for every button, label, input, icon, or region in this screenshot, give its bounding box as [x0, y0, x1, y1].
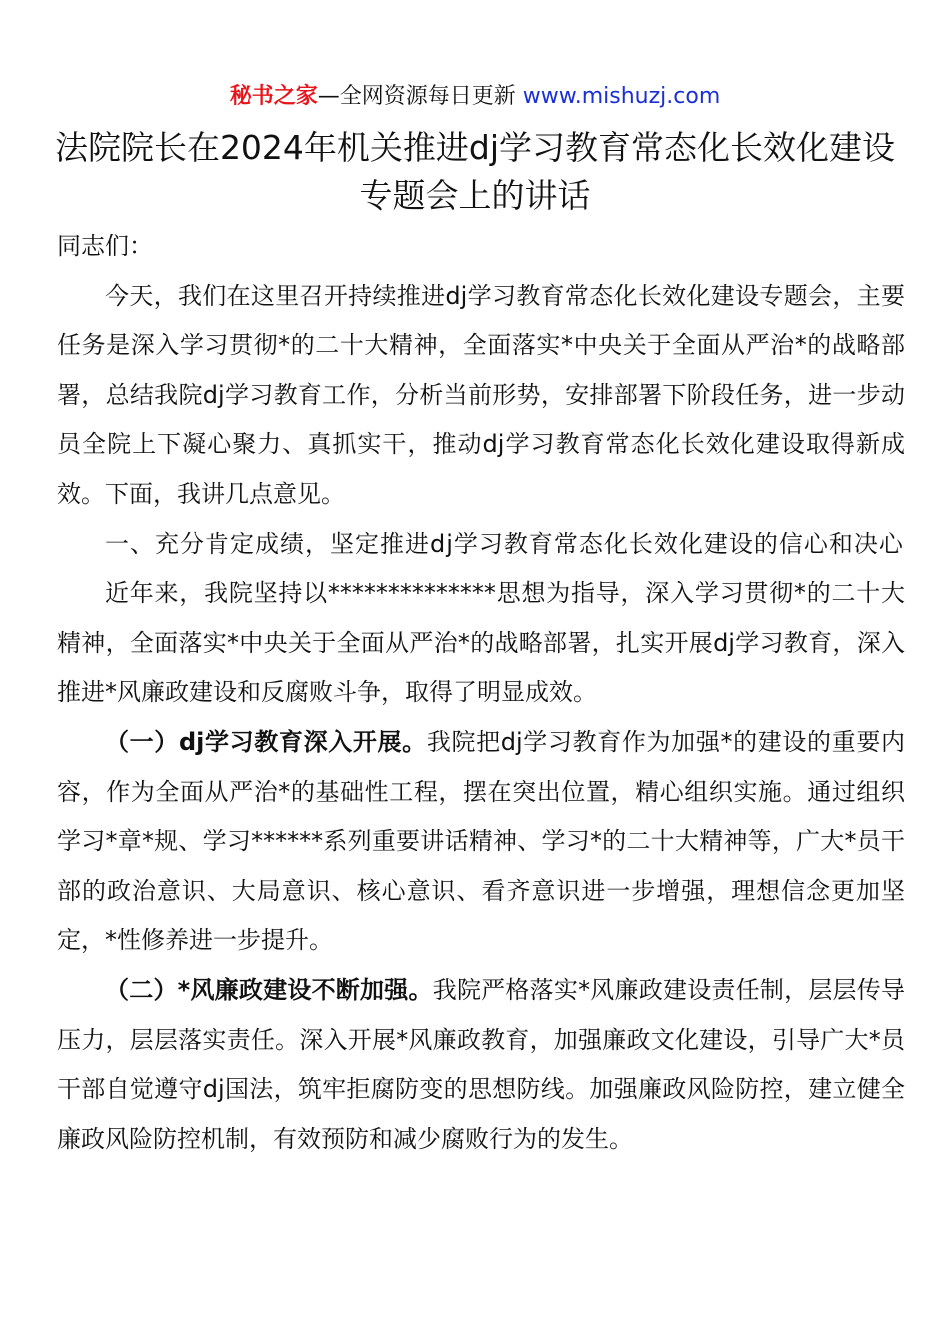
section-heading-1: 一、充分肯定成绩，坚定推进dj学习教育常态化长效化建设的信心和决心 — [105, 529, 904, 558]
document-title: 法院院长在2024年机关推进dj学习教育常态化长效化建设专题会上的讲话 — [54, 128, 896, 215]
subsection-heading-2: （二）*风廉政建设不断加强。 — [105, 975, 433, 1004]
subsection-text-1: 我院把dj学习教育作为加强*的建设的重要内容，作为全面从严治*的基础性工程，摆在突出位置，精心组织实施。通过组织学习*章*规、学习******系列重要讲话精神、学习*的二十大精神等，广大*员干部的政治意识、大局意识、核心意识、看齐意识进一步增强，理想信念更加坚定，*性修养进一步提升。 — [57, 727, 905, 955]
paragraph-intro: 今天，我们在这里召开持续推进dj学习教育常态化长效化建设专题会，主要任务是深入学习贯彻*的二十大精神，全面落实*中央关于全面从严治*的战略部署，总结我院dj学习教育工作，分析当前形势，安排部署下阶段任务，进一步动员全院上下凝心聚力、真抓实干，推动dj学习教育常态化长效化建设取得新成效。下面，我讲几点意见。 — [57, 281, 905, 508]
header-banner — [0, 82, 950, 112]
paragraph-subsection-1 — [57, 718, 905, 966]
brand-name: 秘书之家 — [229, 84, 318, 109]
header-tagline: —全网资源每日更新 — [317, 84, 523, 109]
site-url-link[interactable]: www.mishuzj.com — [522, 84, 721, 109]
subsection-text-2: 我院严格落实*风廉政建设责任制，层层传导压力，层层落实责任。深入开展*风廉政教育，加强廉政文化建设，引导广大*员干部自觉遵守dj国法，筑牢拒腐防变的思想防线。加强廉政风险防控，建立健全廉政风险防控机制，有效预防和减少腐败行为的发生。 — [57, 975, 905, 1153]
paragraph-achievements: 近年来，我院坚持以**************思想为指导，深入学习贯彻*的二十大精神，全面落实*中央关于全面从严治*的战略部署，扎实开展dj学习教育，深入推进*风廉政建设和反腐败斗争，取得了明显成效。 — [57, 579, 905, 707]
paragraph-subsection-2 — [57, 966, 905, 1164]
document-body — [57, 222, 905, 1164]
subsection-heading-1: （一）dj学习教育深入开展。 — [105, 727, 427, 756]
salutation: 同志们： — [57, 232, 153, 260]
